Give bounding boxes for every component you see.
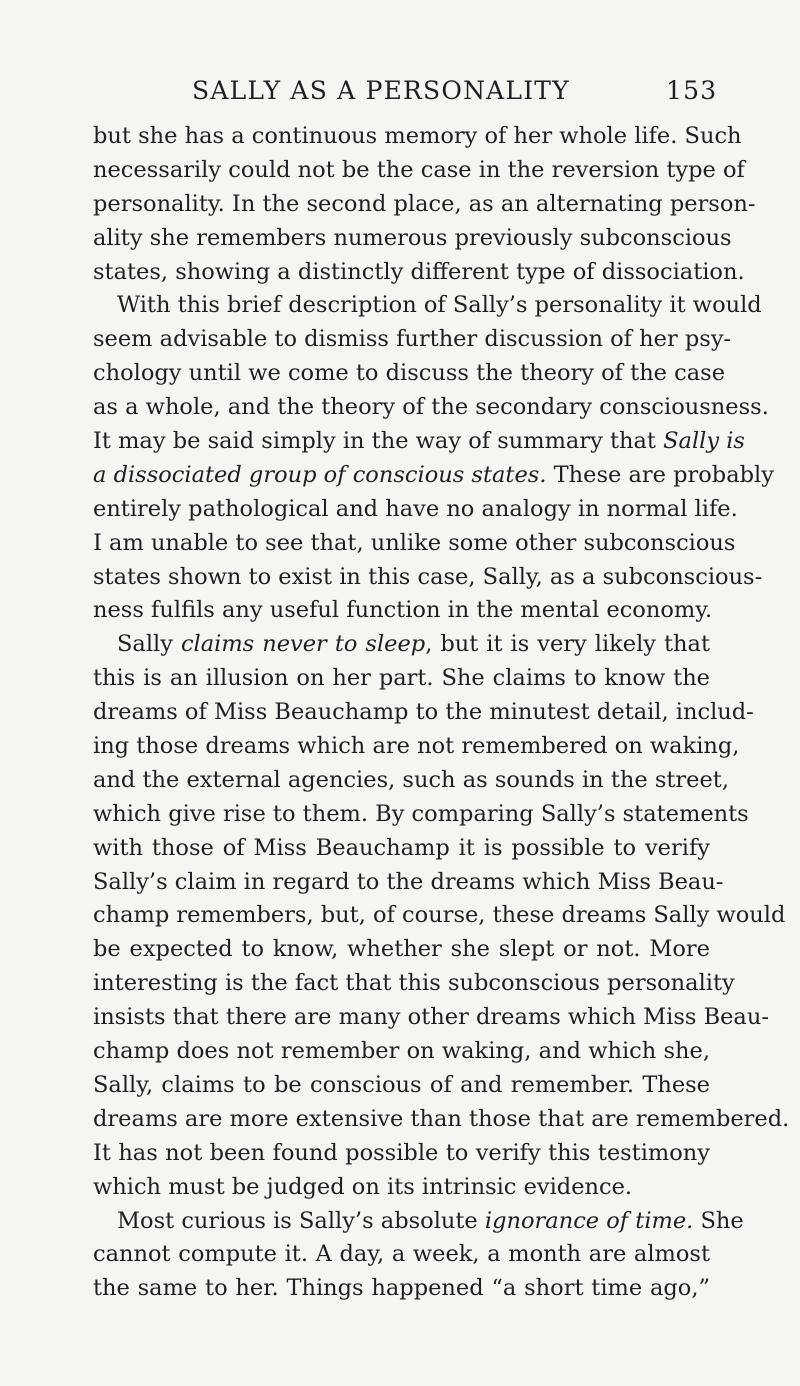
text-line-31: It has not been found possible to verify this testimony (93, 1139, 710, 1166)
text-line-11 (93, 459, 774, 493)
text-line-10 (93, 425, 745, 459)
text-line-21: which give rise to them. By comparing Sally’s statements (93, 800, 749, 827)
text-line-2: necessarily could not be the case in the reversion type of (93, 156, 745, 183)
text-line-16 (93, 628, 710, 662)
text-line-35: the same to her. Things happened “a short time ago,” (93, 1275, 710, 1302)
text-line-23: Sally’s claim in regard to the dreams which Miss Beau- (93, 868, 724, 895)
text-line-28: champ does not remember on waking, and which she, (93, 1038, 710, 1065)
text-line-34: cannot compute it. A day, a week, a month are almost (93, 1241, 710, 1268)
text-line-33 (93, 1205, 744, 1239)
text-line-33-roman-b: She (693, 1207, 744, 1234)
text-line-24: champ remembers, but, of course, these dreams Sally would (93, 902, 786, 929)
text-line-4: ality she remembers numerous previously subconscious (93, 224, 732, 251)
text-line-17: this is an illusion on her part. She claims to know the (93, 665, 710, 692)
text-line-25: be expected to know, whether she slept or not. More (93, 936, 710, 963)
body-text (93, 120, 790, 1306)
text-line-27: insists that there are many other dreams which Miss Beau- (93, 1004, 769, 1031)
text-line-14: states shown to exist in this case, Sally, as a subconscious- (93, 563, 763, 590)
text-line-18: dreams of Miss Beauchamp to the minutest detail, includ- (93, 699, 754, 726)
text-line-16-roman-b: , but it is very likely that (425, 631, 710, 658)
text-line-10-roman: It may be said simply in the way of summary that (93, 428, 664, 455)
text-line-1: but she has a continuous memory of her whole life. Such (93, 123, 742, 149)
text-line-33-roman-a: Most curious is Sally’s absolute (117, 1207, 485, 1234)
text-line-11-roman: These are probably (546, 461, 774, 488)
text-line-29: Sally, claims to be conscious of and remember. These (93, 1071, 710, 1098)
text-line-3: personality. In the second place, as an alternating person- (93, 190, 756, 217)
text-line-8: chology until we come to discuss the theory of the case (93, 360, 726, 387)
text-line-13: I am unable to see that, unlike some other subconscious (93, 529, 736, 556)
text-line-19: ing those dreams which are not remembered on waking, (93, 733, 740, 760)
page-number: 153 (666, 76, 718, 105)
text-line-33-italic: ignorance of time. (484, 1207, 694, 1234)
text-line-7: seem advisable to dismiss further discussion of her psy- (93, 326, 732, 353)
text-line-10-italic: Sally is (663, 428, 745, 455)
text-line-16-italic: claims never to sleep (180, 631, 426, 658)
text-line-22: with those of Miss Beauchamp it is possible to verify (93, 834, 710, 861)
text-line-12: entirely pathological and have no analogy in normal life. (93, 495, 738, 522)
text-line-32: which must be judged on its intrinsic evidence. (93, 1173, 633, 1200)
text-line-6: With this brief description of Sally’s personality it would (117, 292, 762, 319)
running-head (0, 74, 800, 108)
text-line-30: dreams are more extensive than those that are remembered. (93, 1105, 790, 1132)
text-line-15: ness fulfils any useful function in the mental economy. (93, 597, 713, 624)
text-line-9: as a whole, and the theory of the secondary consciousness. (93, 394, 769, 421)
text-line-20: and the external agencies, such as sounds in the street, (93, 766, 729, 793)
text-line-16-roman-a: Sally (117, 631, 181, 658)
text-line-26: interesting is the fact that this subconscious personality (93, 970, 735, 997)
text-line-11-italic: a dissociated group of conscious states. (93, 461, 547, 488)
running-title: SALLY AS A PERSONALITY (192, 76, 570, 105)
text-line-5: states, showing a distinctly different type of dissociation. (93, 258, 745, 285)
